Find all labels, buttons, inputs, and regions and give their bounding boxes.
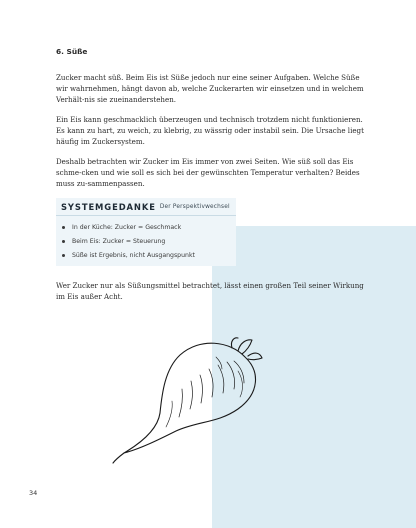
closing-paragraph: Wer Zucker nur als Süßungsmittel betrachtet, lässt einen großen Teil seiner Wirkung im Eis außer Acht. [56, 281, 364, 301]
systemgedanke-header [56, 198, 236, 216]
sugar-beet-icon [110, 335, 270, 465]
list-item-text: Süße ist Ergebnis, nicht Ausgangspunkt [72, 251, 195, 259]
page-number: 34 [29, 489, 38, 497]
paragraph-3: Deshalb betrachten wir Zucker im Eis immer von zwei Seiten. Wie süß soll das Eis schme-cken und wie soll es sich bei der gewünschten Temperatur verhalten? Beides muss zu-sammenpassen. [56, 157, 360, 188]
section-heading: 6. Süße [56, 47, 88, 56]
list-item [56, 248, 236, 262]
systemgedanke-title: SYSTEMGEDANKE [61, 201, 156, 212]
list-item [56, 220, 236, 234]
bullet-icon [62, 226, 65, 229]
systemgedanke-list [56, 216, 236, 266]
systemgedanke-box [56, 198, 236, 266]
systemgedanke-subtitle: Der Perspektivwechsel [159, 203, 230, 210]
bullet-icon [62, 254, 65, 257]
bullet-icon [62, 240, 65, 243]
list-item-text: In der Küche: Zucker = Geschmack [72, 223, 182, 231]
page-content [56, 40, 368, 309]
paragraph-1: Zucker macht süß. Beim Eis ist Süße jedoch nur eine seiner Aufgaben. Welche Süße wir wahrnehmen, hängt davon ab, welche Zuckerarten wir einsetzen und in welchem Verhält-nis sie zueinanderstehen. [56, 73, 364, 104]
paragraph-2: Ein Eis kann geschmacklich überzeugen und technisch trotzdem nicht funktionieren. Es kann zu hart, zu weich, zu klebrig, zu wässrig oder instabil sein. Die Ursache liegt häufig im Zuckersystem. [56, 115, 364, 146]
list-item [56, 234, 236, 248]
list-item-text: Beim Eis: Zucker = Steuerung [72, 237, 166, 245]
